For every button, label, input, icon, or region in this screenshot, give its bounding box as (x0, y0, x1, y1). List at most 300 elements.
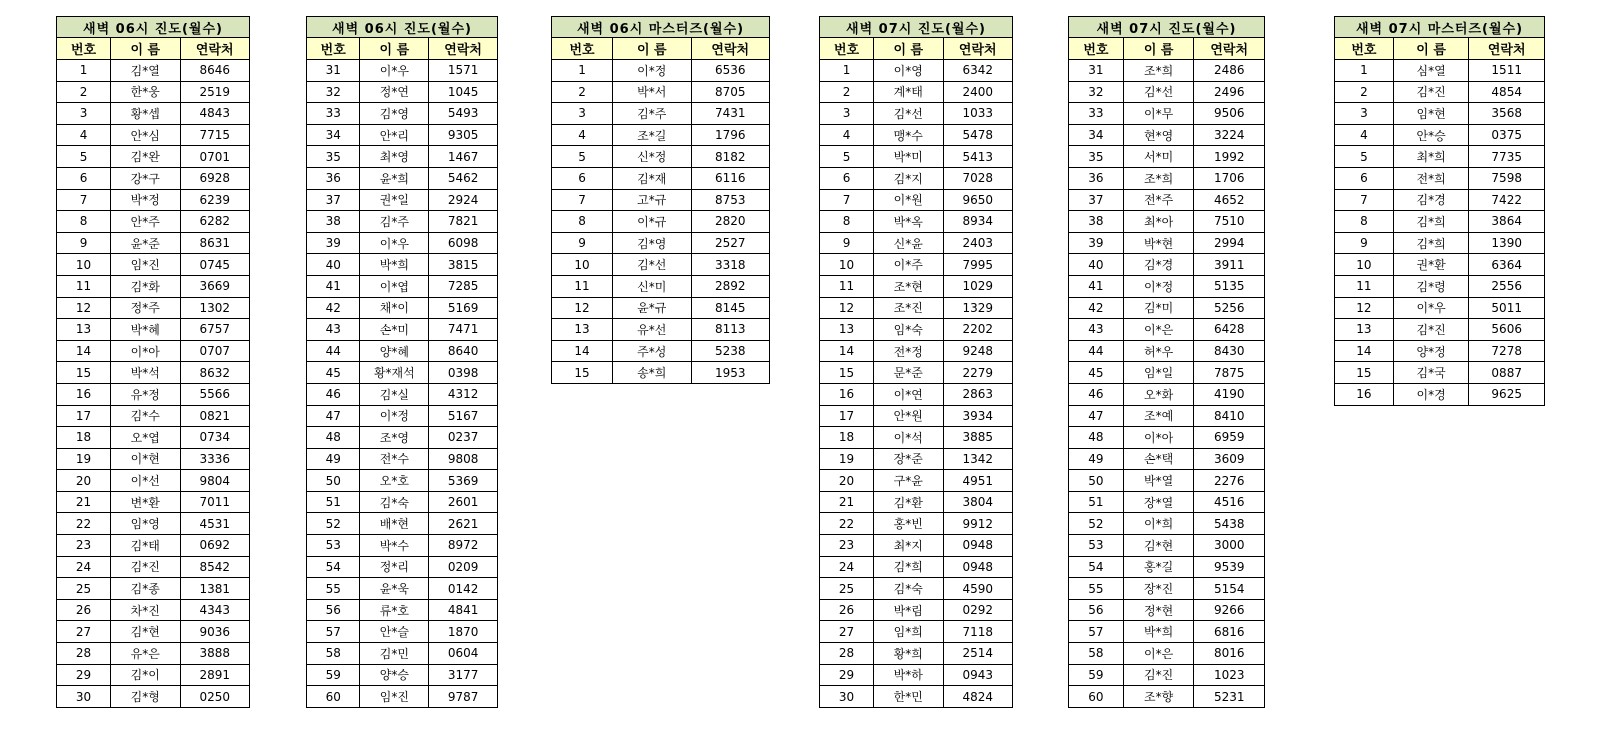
member-name: 오*호 (360, 470, 429, 492)
table-row (307, 211, 498, 233)
table-row (57, 275, 250, 297)
member-name: 류*호 (360, 599, 429, 621)
member-name: 이*엽 (360, 275, 429, 297)
row-number: 15 (57, 362, 111, 384)
column-header-name: 이 름 (874, 38, 943, 60)
contact-number: 1706 (1194, 167, 1265, 189)
table-row (57, 405, 250, 427)
row-number: 50 (1069, 470, 1124, 492)
member-name: 한*민 (874, 686, 943, 708)
row-number: 13 (820, 319, 874, 341)
table-row (820, 535, 1013, 557)
row-number: 8 (820, 211, 874, 233)
table-row (820, 556, 1013, 578)
row-number: 21 (57, 491, 111, 513)
member-name: 윤*준 (111, 232, 180, 254)
table-row (1069, 167, 1265, 189)
member-name: 최*희 (1393, 146, 1469, 168)
member-name: 김*경 (1393, 189, 1469, 211)
member-name: 김*수 (111, 405, 180, 427)
member-name: 김*이 (111, 664, 180, 686)
row-number: 59 (307, 664, 360, 686)
contact-number: 5462 (429, 167, 498, 189)
contact-number: 2486 (1194, 60, 1265, 82)
contact-number: 7510 (1194, 211, 1265, 233)
row-number: 1 (57, 60, 111, 82)
row-number: 16 (820, 383, 874, 405)
column-header-name: 이 름 (1123, 38, 1194, 60)
table-row (552, 211, 770, 233)
table-title: 새벽 07시 진도(월수) (820, 17, 1013, 38)
table-row (307, 167, 498, 189)
row-number: 32 (1069, 81, 1124, 103)
row-number: 42 (307, 297, 360, 319)
member-name: 최*아 (1123, 211, 1194, 233)
table-row (820, 599, 1013, 621)
table-row (1335, 146, 1545, 168)
row-number: 52 (307, 513, 360, 535)
table-row (552, 340, 770, 362)
contact-number: 5606 (1469, 319, 1545, 341)
member-name: 조*진 (874, 297, 943, 319)
row-number: 39 (307, 232, 360, 254)
row-number: 53 (1069, 535, 1124, 557)
member-name: 양*정 (1393, 340, 1469, 362)
member-name: 배*현 (360, 513, 429, 535)
contact-number: 5231 (1194, 686, 1265, 708)
contact-number: 0887 (1469, 362, 1545, 384)
table-row (1335, 103, 1545, 125)
member-name: 박*하 (874, 664, 943, 686)
contact-number: 7422 (1469, 189, 1545, 211)
table-row (1069, 643, 1265, 665)
contact-number: 0745 (180, 254, 250, 276)
table-row (1069, 535, 1265, 557)
member-name: 김*선 (874, 103, 943, 125)
member-name: 임*진 (360, 686, 429, 708)
table-row (820, 470, 1013, 492)
row-number: 45 (1069, 362, 1124, 384)
row-number: 34 (307, 124, 360, 146)
member-name: 안*슬 (360, 621, 429, 643)
member-name: 맹*수 (874, 124, 943, 146)
roster-table-6 (1334, 16, 1545, 406)
table-row (820, 211, 1013, 233)
table-row (1069, 189, 1265, 211)
table-row (1335, 81, 1545, 103)
contact-number: 3318 (691, 254, 770, 276)
contact-number: 3224 (1194, 124, 1265, 146)
contact-number: 7471 (429, 319, 498, 341)
row-number: 12 (552, 297, 613, 319)
table-row (57, 189, 250, 211)
row-number: 46 (1069, 383, 1124, 405)
table-row (57, 686, 250, 708)
member-name: 오*화 (1123, 383, 1194, 405)
row-number: 49 (307, 448, 360, 470)
member-name: 문*준 (874, 362, 943, 384)
row-number: 31 (1069, 60, 1124, 82)
row-number: 23 (57, 535, 111, 557)
member-name: 박*서 (613, 81, 691, 103)
contact-number: 8632 (180, 362, 250, 384)
row-number: 9 (57, 232, 111, 254)
contact-number: 5167 (429, 405, 498, 427)
contact-number: 0707 (180, 340, 250, 362)
contact-number: 2400 (943, 81, 1013, 103)
row-number: 15 (1335, 362, 1394, 384)
member-name: 이*선 (111, 470, 180, 492)
row-number: 14 (552, 340, 613, 362)
contact-number: 7735 (1469, 146, 1545, 168)
contact-number: 6428 (1194, 319, 1265, 341)
member-name: 김*열 (111, 60, 180, 82)
table-row (57, 578, 250, 600)
table-row (820, 578, 1013, 600)
table-row (1069, 275, 1265, 297)
member-name: 장*진 (1123, 578, 1194, 600)
table-row (307, 319, 498, 341)
table-row (57, 383, 250, 405)
member-name: 박*혜 (111, 319, 180, 341)
row-number: 12 (820, 297, 874, 319)
row-number: 27 (820, 621, 874, 643)
table-row (1069, 60, 1265, 82)
table-row (57, 297, 250, 319)
member-name: 정*주 (111, 297, 180, 319)
contact-number: 8640 (429, 340, 498, 362)
member-name: 김*숙 (360, 491, 429, 513)
contact-number: 9248 (943, 340, 1013, 362)
table-row (1069, 621, 1265, 643)
table-row (552, 167, 770, 189)
table-row (820, 448, 1013, 470)
row-number: 14 (57, 340, 111, 362)
row-number: 23 (820, 535, 874, 557)
contact-number: 5011 (1469, 297, 1545, 319)
table-row (1069, 513, 1265, 535)
roster-grid (56, 16, 250, 708)
row-number: 51 (1069, 491, 1124, 513)
member-name: 권*환 (1393, 254, 1469, 276)
contact-number: 0250 (180, 686, 250, 708)
member-name: 김*실 (360, 383, 429, 405)
row-number: 30 (57, 686, 111, 708)
roster-grid (551, 16, 770, 384)
contact-number: 1329 (943, 297, 1013, 319)
member-name: 윤*희 (360, 167, 429, 189)
contact-number: 2496 (1194, 81, 1265, 103)
contact-number: 7598 (1469, 167, 1545, 189)
row-number: 43 (307, 319, 360, 341)
table-row (57, 167, 250, 189)
table-row (1335, 275, 1545, 297)
row-number: 56 (1069, 599, 1124, 621)
member-name: 허*우 (1123, 340, 1194, 362)
contact-number: 3885 (943, 427, 1013, 449)
member-name: 이*아 (1123, 427, 1194, 449)
table-row (1335, 362, 1545, 384)
member-name: 김*지 (874, 167, 943, 189)
table-row (1069, 146, 1265, 168)
table-row (552, 189, 770, 211)
contact-number: 8934 (943, 211, 1013, 233)
column-header-number: 번호 (307, 38, 360, 60)
contact-number: 7011 (180, 491, 250, 513)
table-row (57, 599, 250, 621)
table-row (820, 232, 1013, 254)
roster-table-3 (551, 16, 770, 384)
contact-number: 0948 (943, 535, 1013, 557)
row-number: 13 (57, 319, 111, 341)
contact-number: 2514 (943, 643, 1013, 665)
member-name: 송*희 (613, 362, 691, 384)
table-row (820, 167, 1013, 189)
contact-number: 3911 (1194, 254, 1265, 276)
table-row (1335, 297, 1545, 319)
table-row (1069, 448, 1265, 470)
table-title: 새벽 06시 진도(월수) (57, 17, 250, 38)
table-row (1069, 578, 1265, 600)
table-row (820, 643, 1013, 665)
member-name: 유*정 (111, 383, 180, 405)
table-row (552, 275, 770, 297)
contact-number: 0237 (429, 427, 498, 449)
contact-number: 7995 (943, 254, 1013, 276)
table-row (307, 470, 498, 492)
row-number: 28 (57, 643, 111, 665)
member-name: 김*민 (360, 643, 429, 665)
member-name: 전*희 (1393, 167, 1469, 189)
contact-number: 3000 (1194, 535, 1265, 557)
row-number: 13 (1335, 319, 1394, 341)
row-number: 11 (552, 275, 613, 297)
row-number: 15 (552, 362, 613, 384)
contact-number: 0734 (180, 427, 250, 449)
contact-number: 3888 (180, 643, 250, 665)
contact-number: 2601 (429, 491, 498, 513)
member-name: 박*정 (111, 189, 180, 211)
table-row (1335, 383, 1545, 405)
table-row (552, 254, 770, 276)
contact-number: 3609 (1194, 448, 1265, 470)
member-name: 김*주 (613, 103, 691, 125)
roster-table-1 (56, 16, 250, 708)
contact-number: 1467 (429, 146, 498, 168)
column-header-contact: 연락처 (429, 38, 498, 60)
row-number: 36 (1069, 167, 1124, 189)
member-name: 김*선 (1123, 81, 1194, 103)
member-name: 유*선 (613, 319, 691, 341)
column-header-name: 이 름 (1393, 38, 1469, 60)
contact-number: 8631 (180, 232, 250, 254)
contact-number: 9266 (1194, 599, 1265, 621)
contact-number: 1342 (943, 448, 1013, 470)
contact-number: 6928 (180, 167, 250, 189)
table-row (307, 103, 498, 125)
member-name: 이*은 (1123, 319, 1194, 341)
row-number: 54 (307, 556, 360, 578)
contact-number: 3864 (1469, 211, 1545, 233)
member-name: 김*숙 (874, 578, 943, 600)
contact-number: 8753 (691, 189, 770, 211)
contact-number: 3934 (943, 405, 1013, 427)
member-name: 권*일 (360, 189, 429, 211)
contact-number: 1302 (180, 297, 250, 319)
row-number: 25 (57, 578, 111, 600)
row-number: 11 (820, 275, 874, 297)
table-row (57, 254, 250, 276)
row-number: 35 (307, 146, 360, 168)
row-number: 5 (57, 146, 111, 168)
contact-number: 1953 (691, 362, 770, 384)
row-number: 21 (820, 491, 874, 513)
member-name: 이*우 (1393, 297, 1469, 319)
row-number: 11 (57, 275, 111, 297)
member-name: 김*진 (1393, 319, 1469, 341)
row-number: 60 (307, 686, 360, 708)
row-number: 7 (1335, 189, 1394, 211)
contact-number: 6282 (180, 211, 250, 233)
table-row (1069, 664, 1265, 686)
member-name: 구*윤 (874, 470, 943, 492)
row-number: 43 (1069, 319, 1124, 341)
table-row (1335, 60, 1545, 82)
table-row (57, 60, 250, 82)
member-name: 김*진 (1123, 664, 1194, 686)
row-number: 12 (1335, 297, 1394, 319)
table-row (1069, 686, 1265, 708)
roster-table-4 (819, 16, 1013, 708)
row-number: 54 (1069, 556, 1124, 578)
table-row (57, 232, 250, 254)
contact-number: 1029 (943, 275, 1013, 297)
member-name: 전*수 (360, 448, 429, 470)
contact-number: 2556 (1469, 275, 1545, 297)
column-header-name: 이 름 (111, 38, 180, 60)
member-name: 신*윤 (874, 232, 943, 254)
table-row (307, 189, 498, 211)
member-name: 정*연 (360, 81, 429, 103)
row-number: 7 (820, 189, 874, 211)
member-name: 박*석 (111, 362, 180, 384)
table-row (57, 556, 250, 578)
table-row (552, 319, 770, 341)
contact-number: 5154 (1194, 578, 1265, 600)
row-number: 46 (307, 383, 360, 405)
table-row (820, 491, 1013, 513)
member-name: 안*승 (1393, 124, 1469, 146)
table-row (307, 664, 498, 686)
row-number: 16 (57, 383, 111, 405)
table-row (1069, 599, 1265, 621)
table-row (307, 643, 498, 665)
contact-number: 0375 (1469, 124, 1545, 146)
table-row (57, 81, 250, 103)
contact-number: 0209 (429, 556, 498, 578)
table-row (57, 448, 250, 470)
member-name: 박*희 (360, 254, 429, 276)
table-row (820, 254, 1013, 276)
member-name: 임*숙 (874, 319, 943, 341)
member-name: 김*국 (1393, 362, 1469, 384)
member-name: 김*진 (111, 556, 180, 578)
table-row (820, 124, 1013, 146)
row-number: 10 (820, 254, 874, 276)
column-header-contact: 연락처 (943, 38, 1013, 60)
member-name: 김*경 (1123, 254, 1194, 276)
table-row (1069, 232, 1265, 254)
row-number: 22 (820, 513, 874, 535)
table-row (307, 427, 498, 449)
member-name: 이*석 (874, 427, 943, 449)
table-row (307, 578, 498, 600)
member-name: 이*정 (613, 60, 691, 82)
row-number: 19 (820, 448, 874, 470)
table-row (307, 340, 498, 362)
table-row (552, 81, 770, 103)
contact-number: 9804 (180, 470, 250, 492)
table-row (57, 664, 250, 686)
row-number: 8 (57, 211, 111, 233)
member-name: 차*진 (111, 599, 180, 621)
member-name: 전*정 (874, 340, 943, 362)
table-row (307, 599, 498, 621)
table-row (820, 686, 1013, 708)
contact-number: 8016 (1194, 643, 1265, 665)
table-row (820, 60, 1013, 82)
contact-number: 0692 (180, 535, 250, 557)
contact-number: 1992 (1194, 146, 1265, 168)
member-name: 신*정 (613, 146, 691, 168)
row-number: 42 (1069, 297, 1124, 319)
contact-number: 4516 (1194, 491, 1265, 513)
contact-number: 8145 (691, 297, 770, 319)
member-name: 이*현 (111, 448, 180, 470)
row-number: 36 (307, 167, 360, 189)
member-name: 손*택 (1123, 448, 1194, 470)
row-number: 18 (820, 427, 874, 449)
row-number: 30 (820, 686, 874, 708)
table-row (57, 513, 250, 535)
contact-number: 5238 (691, 340, 770, 362)
member-name: 이*규 (613, 211, 691, 233)
contact-number: 5478 (943, 124, 1013, 146)
row-number: 4 (552, 124, 613, 146)
row-number: 27 (57, 621, 111, 643)
contact-number: 9036 (180, 621, 250, 643)
table-row (57, 340, 250, 362)
row-number: 11 (1335, 275, 1394, 297)
roster-grid (819, 16, 1013, 708)
row-number: 17 (820, 405, 874, 427)
row-number: 3 (552, 103, 613, 125)
contact-number: 0292 (943, 599, 1013, 621)
member-name: 오*엽 (111, 427, 180, 449)
contact-number: 4531 (180, 513, 250, 535)
table-row (307, 81, 498, 103)
contact-number: 7875 (1194, 362, 1265, 384)
table-row (307, 383, 498, 405)
contact-number: 5256 (1194, 297, 1265, 319)
member-name: 박*희 (1123, 621, 1194, 643)
member-name: 장*열 (1123, 491, 1194, 513)
table-row (820, 513, 1013, 535)
row-number: 4 (57, 124, 111, 146)
table-row (1069, 319, 1265, 341)
row-number: 55 (1069, 578, 1124, 600)
member-name: 유*은 (111, 643, 180, 665)
